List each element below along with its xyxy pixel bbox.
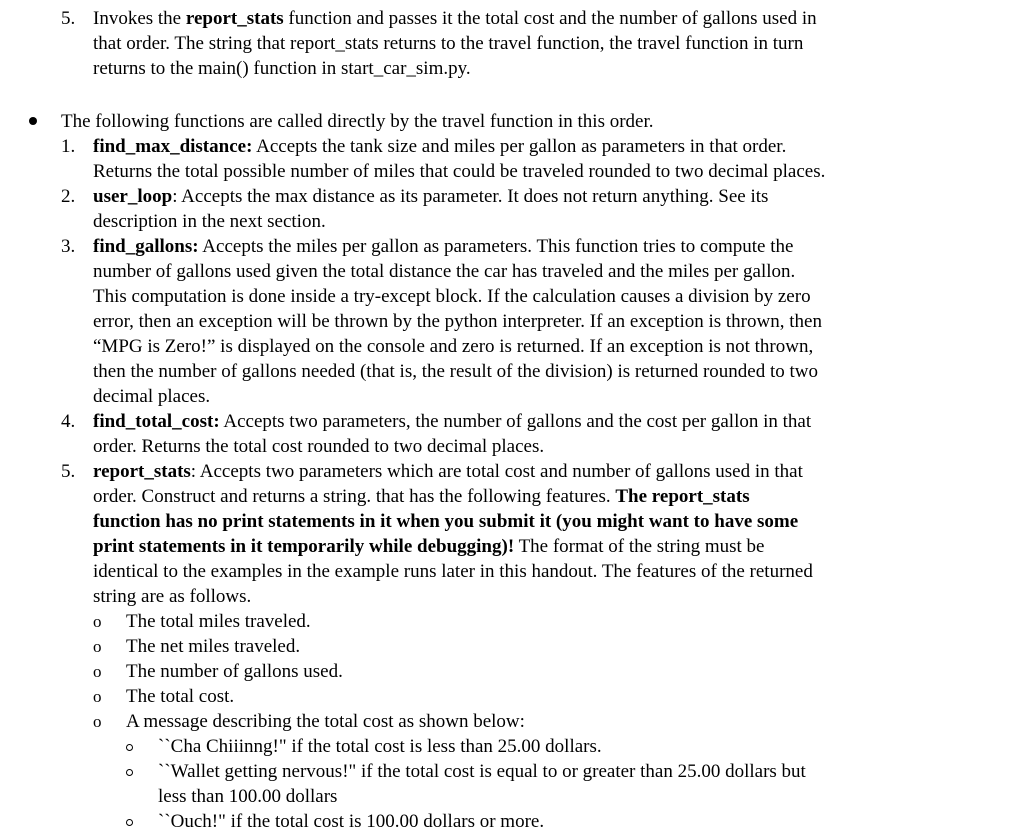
text: order. Construct and returns a string. that has the following features.: [93, 486, 616, 507]
list-marker-icon: o: [93, 637, 102, 656]
message-item: ``Wallet getting nervous!" if the total cost is equal to or greater than 25.00 dollars but: [158, 761, 806, 782]
paragraph-line: then the number of gallons needed (that is, the result of the division) is returned rounded to two: [93, 361, 818, 382]
list-item: [93, 459, 803, 484]
list-marker-icon: o: [93, 687, 102, 706]
text: function and passes it the total cost and the number of gallons used in: [283, 8, 817, 29]
paragraph-line: less than 100.00 dollars: [158, 786, 338, 807]
paragraph-line: Returns the total possible number of miles that could be traveled rounded to two decimal places.: [93, 161, 826, 182]
feature-item: The net miles traveled.: [126, 636, 301, 657]
bold-text: function has no print statements in it when you submit it (you might want to have some: [93, 511, 799, 532]
paragraph-line: decimal places.: [93, 386, 211, 407]
paragraph-line: description in the next section.: [93, 211, 326, 232]
paragraph-line: string are as follows.: [93, 586, 252, 607]
list-item: [93, 134, 786, 159]
text: Accepts the miles per gallon as parameters. This function tries to compute the: [198, 236, 794, 257]
paragraph-line: returns to the main() function in start_car_sim.py.: [93, 58, 471, 79]
list-number: 3.: [61, 236, 76, 257]
bold-text: report_stats: [185, 8, 284, 29]
list-marker-icon: o: [93, 662, 102, 681]
list-number: 5.: [61, 8, 76, 29]
list-number: 1.: [61, 136, 76, 157]
bold-text: The report_stats: [615, 486, 750, 507]
list-item: [93, 184, 768, 209]
list-number: 4.: [61, 411, 76, 432]
function-name: report_stats: [93, 461, 191, 482]
bullet-text: The following functions are called directly by the travel function in this order.: [61, 111, 654, 132]
paragraph-line: [93, 534, 764, 559]
message-item: ``Ouch!" if the total cost is 100.00 dollars or more.: [158, 811, 545, 832]
text: The format of the string must be: [514, 536, 765, 557]
paragraph-line: that order. The string that report_stats returns to the travel function, the travel function in turn: [93, 33, 804, 54]
list-item: [93, 409, 811, 434]
bullet-icon: [29, 117, 37, 125]
list-marker-icon: o: [93, 612, 102, 631]
paragraph-line: [93, 6, 817, 31]
paragraph-line: “MPG is Zero!” is displayed on the console and zero is returned. If an exception is not thrown,: [93, 336, 814, 357]
feature-item: The total miles traveled.: [126, 611, 311, 632]
function-name: find_gallons:: [93, 236, 199, 257]
function-name: user_loop: [93, 186, 173, 207]
text: Invokes the: [93, 8, 186, 29]
paragraph-line: [93, 509, 798, 534]
text: Accepts two parameters, the number of gallons and the cost per gallon in that: [219, 411, 812, 432]
text: : Accepts two parameters which are total cost and number of gallons used in that: [190, 461, 803, 482]
circle-bullet-icon: [126, 744, 133, 751]
list-marker-icon: o: [93, 712, 102, 731]
function-name: find_total_cost:: [93, 411, 220, 432]
paragraph-line: error, then an exception will be thrown by the python interpreter. If an exception is thrown, then: [93, 311, 822, 332]
list-number: 2.: [61, 186, 76, 207]
paragraph-line: order. Returns the total cost rounded to two decimal places.: [93, 436, 545, 457]
feature-item: The total cost.: [126, 686, 235, 707]
paragraph-line: number of gallons used given the total distance the car has traveled and the miles per gallon.: [93, 261, 796, 282]
function-name: find_max_distance:: [93, 136, 253, 157]
list-item: [93, 234, 793, 259]
bold-text: print statements in it temporarily while debugging)!: [93, 536, 515, 557]
feature-item: A message describing the total cost as shown below:: [126, 711, 525, 732]
circle-bullet-icon: [126, 769, 133, 776]
paragraph-line: This computation is done inside a try-except block. If the calculation causes a division by zero: [93, 286, 811, 307]
message-item: ``Cha Chiiinng!" if the total cost is less than 25.00 dollars.: [158, 736, 602, 757]
paragraph-line: [93, 484, 750, 509]
text: Accepts the tank size and miles per gallon as parameters in that order.: [252, 136, 787, 157]
paragraph-line: identical to the examples in the example runs later in this handout. The features of the returned: [93, 561, 813, 582]
text: : Accepts the max distance as its parameter. It does not return anything. See its: [172, 186, 769, 207]
list-number: 5.: [61, 461, 76, 482]
circle-bullet-icon: [126, 819, 133, 826]
feature-item: The number of gallons used.: [126, 661, 343, 682]
